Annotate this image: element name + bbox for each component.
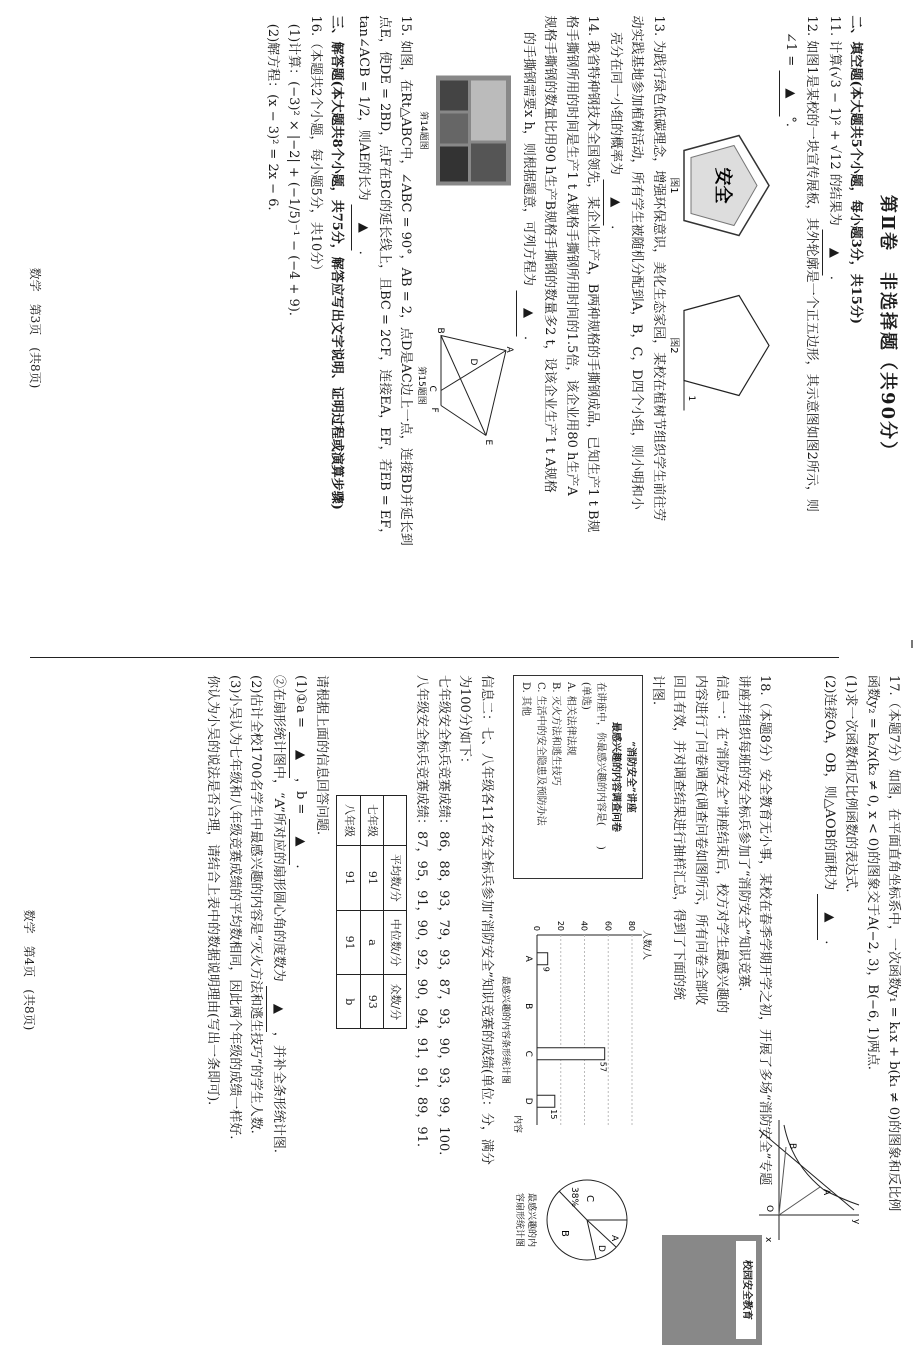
answer-blank: ▲ — [516, 290, 538, 336]
question-16-part-2-text: (2)解方程：(x − 3)² = 2x − 6． — [264, 23, 280, 219]
figure-12-row — [668, 15, 778, 640]
survey-box — [512, 675, 642, 879]
table-cell: 91 — [336, 846, 359, 911]
bar-value-label: 57 — [597, 1061, 607, 1072]
page-3-title: 第Ⅱ卷 非选择题（共90分） — [876, 194, 898, 461]
figure-1-chars: 安全 — [711, 167, 733, 203]
poster-title: 校园安全教育 — [735, 1241, 756, 1339]
question-16: 16.（本题共2个小题，每小题5分，共10分） — [307, 15, 323, 277]
bar-y-tick: 60 — [602, 920, 612, 931]
question-17-part-2-text: (2)连接OA，OB，则△AOB的面积为 — [821, 675, 837, 891]
bar-value-label: 15 — [547, 1109, 557, 1120]
figure-12-svg — [668, 15, 778, 615]
page-4-footer: 数学 第4页 (共8页) — [21, 909, 36, 1031]
figure-15-letters — [427, 327, 514, 445]
answer-blank: ▲ — [288, 732, 310, 778]
question-17-part-2: (2)连接OA，OB，则△AOB的面积为 ▲． — [817, 675, 839, 1265]
question-11: 11. 计算(√3 − 1)² + √12 的结果为 ▲． — [822, 15, 844, 640]
figure-1-label: 图1 — [667, 176, 679, 194]
question-18-cont: 讲座并组织每班的安全标兵参加了“消防安全”知识竞赛． — [735, 675, 751, 1001]
question-16-part-1 — [282, 15, 303, 640]
question-12-cont: ∠1 = ▲°． — [778, 15, 800, 640]
question-14-cont-3: 的手撕钢需要x h，则根据题意，可列方程为 ▲． — [516, 15, 538, 640]
answer-18-2-text: ②在扇形统计图中，“A”所对应的扇形圆心角的度数为 — [270, 675, 286, 982]
svg-text:1: 1 — [685, 395, 696, 401]
pie-title-1: 最感兴趣的内 — [525, 1192, 536, 1248]
stats-table — [336, 795, 406, 1029]
question-13-cont-2: 亮分在同一小组的概率为 ▲． — [603, 15, 625, 640]
info-2-cont: 为100分)如下： — [456, 675, 472, 770]
question-18: 18.（本题8分）安全教育无小事，某校在春季学期开学之初，开展了多场“消防安全”专题 — [756, 675, 772, 1186]
pie-label-pct: 38% — [568, 1187, 579, 1208]
svg-text:A: A — [504, 346, 514, 353]
bar-y-tick: 80 — [626, 920, 636, 931]
question-17: 17.（本题7分）如图，在平面直角坐标系中，一次函数y₁ = k₁x + b(k₁ ≠ 0)的图象和反比例 — [885, 675, 901, 1212]
figure-2-label: 图2 — [667, 336, 679, 354]
answer-18-2-tail: ，并补全条形统计图． — [270, 1031, 286, 1162]
svg-text:D: D — [468, 358, 478, 365]
answer-blank: ▲ — [822, 229, 844, 275]
pie-label-b: B — [558, 1230, 570, 1237]
survey-option: C. 生活中的安全隐患及预防办法 — [534, 682, 546, 826]
linear-line — [759, 1130, 854, 1213]
figure-15-label: 第15题图 — [416, 365, 426, 405]
question-15: 15. 如图，在Rt△ABC中，∠ABC = 90°，AB = 2，点D是AC边上一点，连接BD并延长到 — [398, 15, 413, 546]
bar-y-tick: 0 — [531, 925, 541, 931]
page-divider — [30, 657, 839, 658]
table-cell: a — [360, 910, 383, 975]
question-17-part-1: (1)求一次函数和反比例函数的表达式． — [842, 675, 858, 902]
segment-oa — [779, 1187, 820, 1215]
figure-14-15-svg — [416, 15, 516, 615]
bar-chart-title: 最感兴趣的内容条形统计图 — [499, 975, 510, 1085]
question-13-ask: 亮分在同一小组的概率为 — [607, 31, 623, 175]
bar-x-label: 内容 — [511, 1115, 522, 1134]
info-1-cont: 内容进行了问卷调查(调查问卷如图所示，所有问卷全部收 — [692, 675, 708, 1006]
section-3-heading: 三、解答题(本大题共8个小题，共75分，解答应写出文字说明、证明过程或演算步骤) — [328, 15, 344, 510]
figure-14-photo — [436, 75, 511, 185]
pie-label-d: D — [595, 1245, 606, 1252]
bar-y-tick: 20 — [554, 920, 564, 931]
table-header-row — [383, 796, 406, 1029]
graph-point-b: B — [786, 1143, 797, 1150]
bar-value-label: 9 — [540, 966, 550, 972]
pie-chart — [498, 1165, 646, 1285]
table-cell: 七年级 — [360, 796, 383, 846]
answer-18-3: (2)估计全校1700名学生中最感兴趣的内容是“灭火方法和逃生技巧”的学生人数． — [247, 675, 263, 1143]
survey-title: “消防安全”讲座 — [624, 741, 636, 813]
question-14-cont: 格手撕钢所用的时间是生产1 t A规格手撕钢所用时间的1.5倍，该企业用80 h生产A — [563, 15, 579, 496]
bar-D — [536, 1095, 554, 1107]
question-11-text: 11. 计算(√3 − 1)² + √12 的结果为 — [826, 15, 842, 226]
answer-18-4: (3)小吴认为七年级和八年级竞赛成绩的平均数相同，因此两个年级的成绩一样好． — [226, 675, 242, 1149]
answer-blank: ▲ — [778, 70, 800, 116]
info-1-cont-3: 计图． — [649, 675, 665, 715]
question-15-cont: 点E，使DE = 2BD，点F在BC的延长线上，且BC = 2CF，连接EA，EF，若EB = EF， — [376, 15, 392, 541]
question-14: 14. 我省特种钢技术全国领先，某企业生产A，B两种规格的手撕钢成品，已知生产1 t B规 — [584, 15, 600, 533]
survey-question: 在讲座中，你最感兴趣的内容是( ) — [594, 682, 606, 850]
answer-blank: ▲ — [603, 179, 625, 225]
svg-text:B: B — [435, 327, 445, 334]
answer-blank: ▲ — [817, 894, 839, 940]
table-row — [360, 796, 383, 1029]
figure-14-label: 第14题图 — [418, 110, 428, 150]
answer-blank: ▲ — [266, 986, 288, 1032]
bar-x-tick: D — [522, 1097, 533, 1105]
grade-7-scores: 七年级安全标兵竞赛成绩：86，88，93，79，93，87，93，90，93，99，100． — [435, 675, 451, 1165]
page-4-pane — [0, 660, 919, 1320]
survey-option: A. 相关法律法规 — [564, 682, 576, 756]
page-4-rotated — [10, 675, 910, 1320]
bar-y-tick: 40 — [578, 920, 588, 931]
survey-option: B. 灭火方法和逃生技巧 — [549, 682, 561, 786]
question-15-cont-2: tan∠ACB = 1/2，则AE的长为 ▲． — [351, 15, 373, 640]
answer-blank: ▲ — [351, 204, 373, 250]
survey-subtitle: 最感兴趣的内容调查问卷 — [609, 722, 621, 832]
graph-x-label: x — [762, 1237, 773, 1243]
pie-title-2: 容扇形统计图 — [513, 1192, 524, 1248]
table-row — [336, 796, 359, 1029]
question-15-ask: tan∠ACB = 1/2，则AE的长为 — [355, 15, 371, 201]
section-2-heading: 二、填空题(本大题共5个小题，每小题3分，共15分) — [847, 15, 863, 324]
bar-C — [536, 1048, 604, 1060]
survey-option: D. 其他 — [519, 682, 531, 717]
info-1-cont-2: 回且有效，并对调查结果进行抽样汇总，得到了下面的统 — [671, 675, 686, 1001]
page-3-rotated — [10, 15, 910, 640]
scan-mark — [911, 640, 913, 648]
figure-1-pentagon — [683, 135, 768, 235]
table-cell: b — [336, 975, 359, 1029]
graph-origin-label: O — [763, 1205, 774, 1213]
table-header: 众数/分 — [383, 975, 406, 1029]
table-header — [383, 796, 406, 846]
graph-y-label: y — [850, 1219, 861, 1225]
table-header: 平均数/分 — [383, 846, 406, 911]
bar-x-tick: B — [522, 1003, 533, 1010]
page-4 — [4, 675, 910, 1320]
question-14-cont-2: 规格手撕钢的数量比用90 h生产B规格手撕钢的数量多2 t，设该企业生产1 t A规格 — [541, 15, 557, 493]
question-12: 12. 如图1是某校的一块宣传展板，其外轮廓是一个正五边形，其示意图如图2所示，则 — [803, 15, 819, 512]
answer-18-1-b: ，b = — [292, 778, 308, 815]
bar-A — [536, 953, 547, 965]
survey-note: (单选) — [579, 682, 591, 710]
table-header: 中位数/分 — [383, 910, 406, 975]
info-1: 信息一：在“消防安全”讲座结束后，校方对学生最感兴趣的 — [713, 675, 729, 1014]
table-cell: 93 — [360, 975, 383, 1029]
page-3 — [10, 15, 910, 640]
figure-14-15-row — [416, 15, 516, 640]
segment-ob — [779, 1147, 786, 1215]
question-17-cont: 函数y₂ = k₂/x(k₂ ≠ 0, x < 0)的图象交于A(−2, 3)，B(−6, 1)两点． — [864, 675, 880, 1079]
grade-8-scores: 八年级安全标兵竞赛成绩：87，95，91，90，92，90，94，91，91，89，91． — [413, 675, 429, 1156]
table-cell: 八年级 — [336, 796, 359, 846]
page-3-pane — [0, 0, 919, 655]
bar-chart — [498, 895, 651, 1155]
info-2: 信息二：七、八年级各11名安全标兵参加“消防安全”知识竞赛的成绩(单位：分，满分 — [478, 675, 494, 1165]
svg-text:C: C — [427, 385, 437, 392]
bar-x-tick: A — [522, 955, 533, 962]
svg-text:E: E — [483, 439, 493, 445]
bar-x-tick: C — [522, 1050, 533, 1057]
question-16-part-1-text: (1)计算：(−3)² × |−2| + (−1/5)⁻¹ − (−4 + 9)． — [285, 23, 301, 325]
answer-18-5: 你认为小吴的说法是否合理，请结合上表中的数据说明理由(写出一条即可)． — [204, 675, 220, 1115]
figure-2-pentagon — [683, 295, 768, 410]
read-info: 请根据上面的信息回答问题． — [313, 675, 329, 845]
safety-poster — [662, 1235, 762, 1345]
figure-15-triangle — [441, 335, 506, 435]
answer-blank: ▲ — [288, 819, 310, 865]
answer-18-1-a: (1)①a = — [292, 675, 308, 728]
answer-18-1: (1)①a = ▲，b = ▲． — [288, 675, 310, 1265]
page-3-footer: 数学 第3页 (共8页) — [27, 267, 42, 388]
question-16-part-2 — [261, 15, 282, 640]
pie-label-a: A — [608, 1235, 619, 1242]
survey-chart-row — [496, 675, 651, 1265]
function-graph — [754, 1115, 864, 1245]
svg-text:F: F — [429, 407, 439, 413]
question-12-angle: ∠1 = — [782, 31, 798, 66]
table-cell: 91 — [336, 910, 359, 975]
question-13: 13. 为践行绿色低碳理念，增强环保意识，美化生态家园，某校在植树节组织学生前往劳 — [650, 15, 666, 521]
bar-y-label: 人数/人 — [640, 930, 651, 961]
question-14-ask: 的手撕钢需要x h，则根据题意，可列方程为 — [520, 31, 536, 286]
table-cell: 91 — [360, 846, 383, 911]
question-13-cont: 动实践基地参加植树活动，所有学生被随机分配到A，B，C，D四个小组，则小明和小 — [628, 15, 644, 510]
pie-label-c: C — [583, 1195, 595, 1202]
answer-18-2 — [266, 675, 288, 1265]
graph-point-a: A — [820, 1189, 831, 1196]
